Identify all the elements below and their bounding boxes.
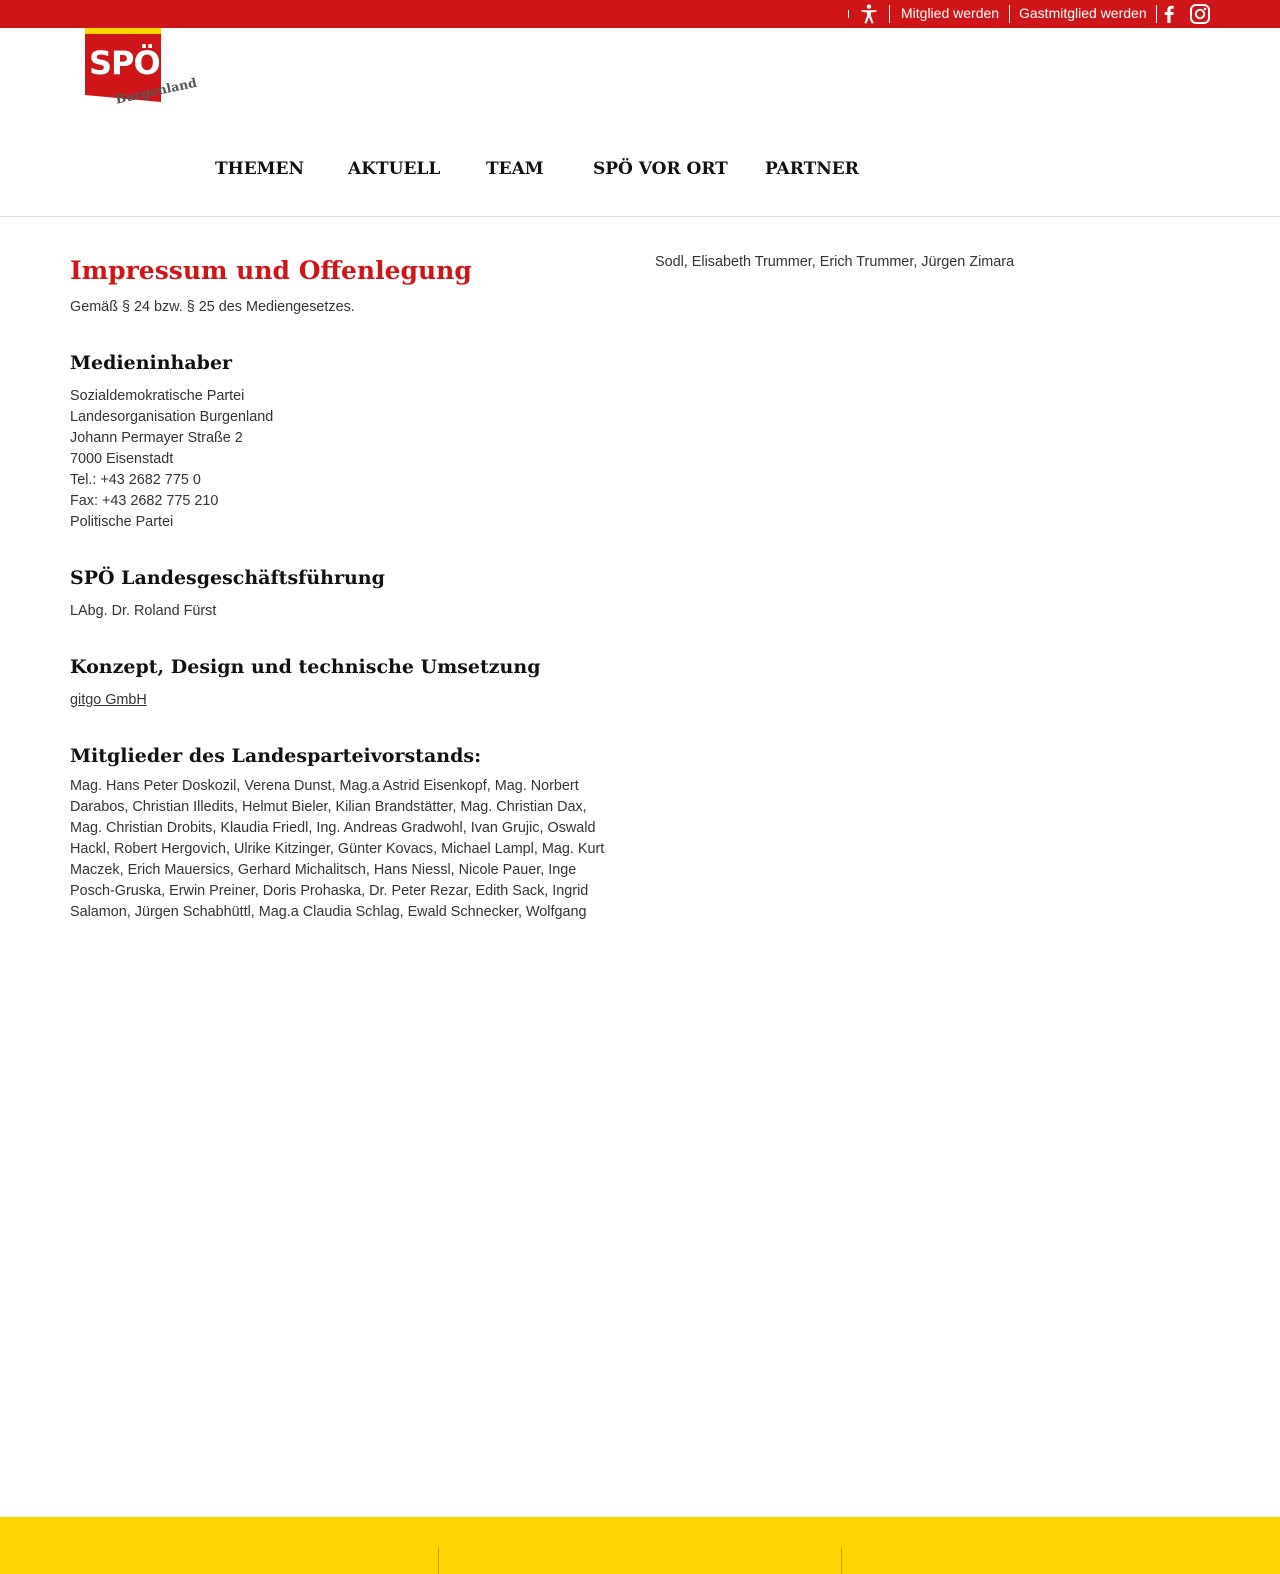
members-line: Posch-Gruska, Erwin Preiner, Doris Prohaska, Dr. Peter Rezar, Edith Sack, Ingrid [70, 883, 589, 899]
site-footer [0, 1517, 1280, 1574]
site-header [0, 28, 1280, 217]
topbar-separator [889, 5, 890, 23]
members-line: Darabos, Christian Illedits, Helmut Bieler, Kilian Brandstätter, Mag. Christian Dax, [70, 799, 587, 815]
members-line: Mag. Hans Peter Doskozil, Verena Dunst, Mag.a Astrid Eisenkopf, Mag. Norbert [70, 778, 579, 794]
instagram-icon[interactable] [1189, 3, 1211, 25]
spoe-burgenland-logo[interactable] [84, 28, 199, 116]
vorstand-members [70, 776, 610, 923]
topbar-separator [1009, 5, 1010, 23]
become-member-link[interactable]: Mitglied werden [901, 5, 1000, 21]
nav-item-spoe-vor-ort[interactable]: SPÖ VOR ORT [593, 159, 728, 179]
members-line: Maczek, Erich Mauersics, Gerhard Michalitsch, Hans Niessl, Nicole Pauer, Inge [70, 862, 577, 878]
nav-item-aktuell[interactable]: AKTUELL [348, 159, 441, 179]
geschaeftsfuehrung-text: LAbg. Dr. Roland Fürst [70, 603, 217, 619]
fax-line: Fax: +43 2682 775 210 [70, 493, 219, 509]
vorstand-members-continued: Sodl, Elisabeth Trummer, Erich Trummer, Jürgen Zimara [655, 254, 1015, 270]
address-line: Politische Partei [70, 514, 174, 530]
logo-region-text: Burgenland [114, 74, 199, 107]
impressum-heading: Impressum und Offenlegung [70, 256, 472, 285]
members-line: Hackl, Robert Hergovich, Ulrike Kitzinger, Günter Kovacs, Michael Lampl, Mag. Kurt [70, 841, 605, 857]
topbar-separator [1156, 5, 1157, 23]
geschaeftsfuehrung-heading: SPÖ Landesgeschäftsführung [70, 567, 385, 589]
phone-line: Tel.: +43 2682 775 0 [70, 472, 201, 488]
gitgo-link[interactable]: gitgo GmbH [70, 692, 147, 708]
address-line: Sozialdemokratische Partei [70, 388, 245, 404]
konzept-heading: Konzept, Design und technische Umsetzung [70, 656, 541, 678]
konzept-text [70, 690, 147, 711]
address-line: 7000 Eisenstadt [70, 451, 174, 467]
nav-item-partner[interactable]: PARTNER [765, 159, 859, 179]
topbar-divider [848, 10, 849, 18]
medieninhaber-address [70, 386, 273, 533]
footer-column-divider [438, 1547, 439, 1574]
nav-item-themen[interactable]: THEMEN [215, 159, 304, 179]
accessibility-icon[interactable] [858, 3, 880, 25]
intro-text: Gemäß § 24 bzw. § 25 des Mediengesetzes. [70, 299, 355, 315]
vorstand-heading: Mitglieder des Landesparteivorstands: [70, 745, 482, 767]
medieninhaber-heading: Medieninhaber [70, 352, 233, 374]
top-bar [0, 0, 1280, 28]
guest-member-link[interactable]: Gastmitglied werden [1019, 5, 1147, 21]
address-line: Landesorganisation Burgenland [70, 409, 274, 425]
members-line: Mag. Christian Drobits, Klaudia Friedl, Ing. Andreas Gradwohl, Ivan Grujic, Oswald [70, 820, 596, 836]
logo-yellow-stripe [85, 28, 161, 34]
nav-item-team[interactable]: TEAM [486, 159, 544, 179]
footer-column-divider [841, 1547, 842, 1574]
address-line: Johann Permayer Straße 2 [70, 430, 243, 446]
facebook-icon[interactable] [1162, 4, 1176, 24]
members-line: Salamon, Jürgen Schabhüttl, Mag.a Claudia Schlag, Ewald Schnecker, Wolfgang [70, 904, 587, 920]
logo-brand-text: SPÖ [89, 44, 160, 82]
